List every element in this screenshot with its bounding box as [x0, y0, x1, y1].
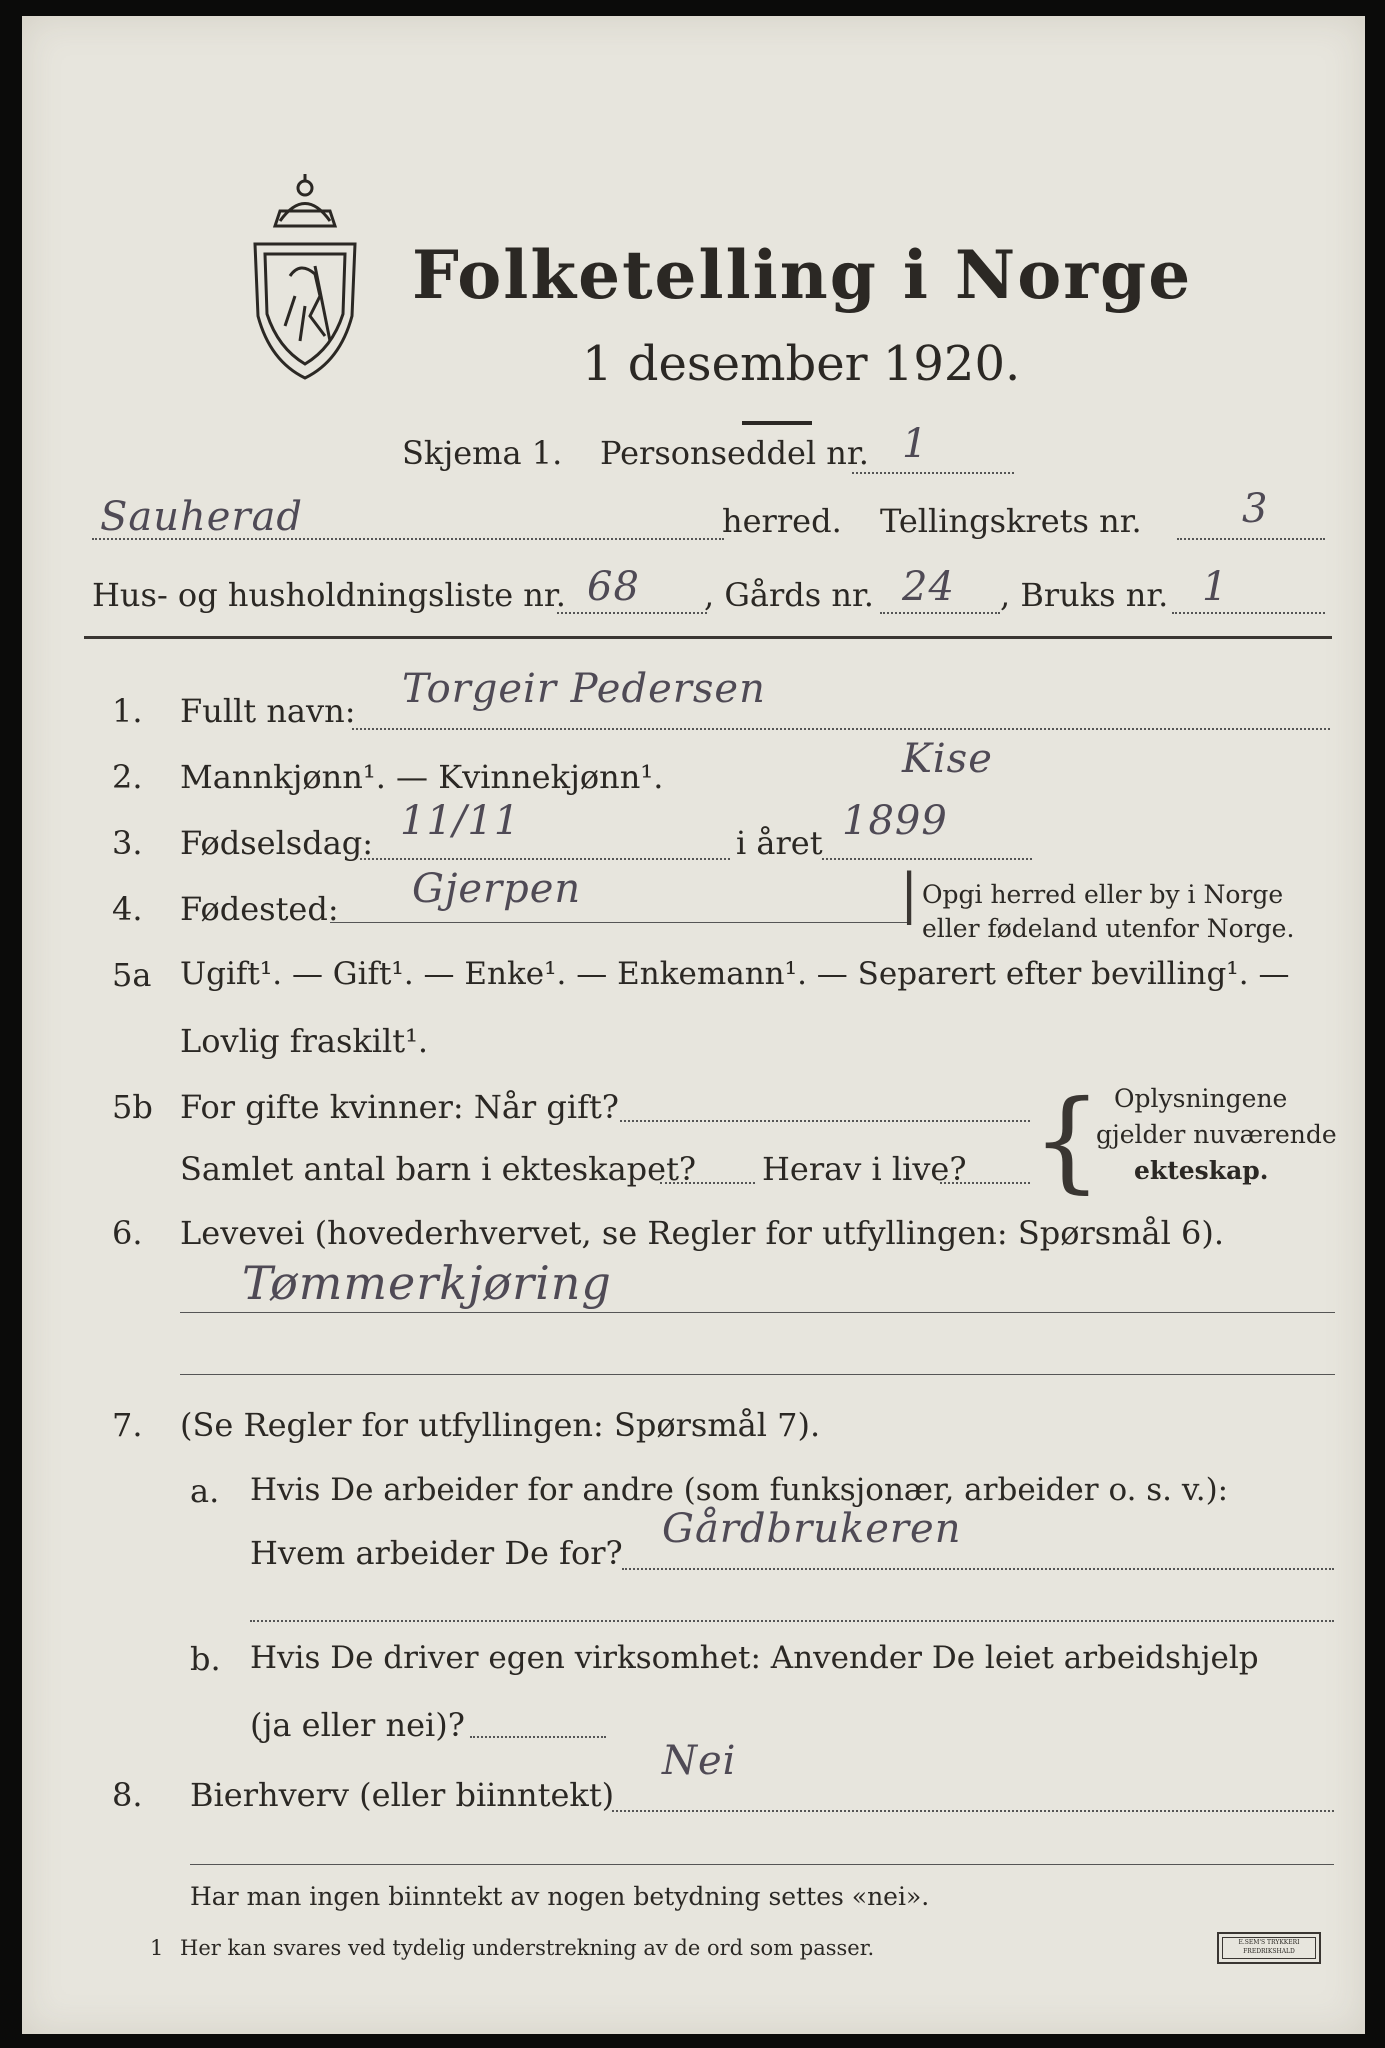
- q3-number: 3.: [112, 824, 143, 862]
- hus-line: [557, 612, 707, 614]
- personseddel-line: [852, 472, 1014, 474]
- q7b-line: [470, 1736, 606, 1738]
- census-form-page: Folketelling i Norge 1 desember 1920. Skjema 1. Personseddel nr. 1 Sauherad herred. Tellingskrets nr. 3 Hus- og husholdningsliste nr. 68 , Gårds nr. 24 , Bruks nr. 1 1. Fullt navn: Torgeir Pedersen 2. Mannkjønn¹. — Kvinnekjønn¹. Kise 3. Fødselsdag: 11/11 i året 1899 4. Fødested: Gjerpen | Opgi herred eller by i Norge eller fødeland utenfor Norge. 5a Ugift¹. — Gift¹. — Enke¹. — Enkemann¹. — Separert efter bevilling¹. — Lovlig fraskilt¹. 5b For gifte kvinner: Når gift? Samlet antal barn i ekteskapet? Herav i live? { Oplysningene gjelder nuværende ekteskap. 6. Levevei (hovederhvervet, se Regler for utfyllingen: Spørsmål 6). Tømmerkjøring 7. (Se Regler for utfyllingen: Spørsmål 7). a. Hvis De arbeider for andre (som funksjonær, arbeider o. s. v.): Hvem arbeider De for? Gårdbrukeren b. Hvis De driver egen virksomhet: Anvender De leiet arbeidshjelp (ja eller nei)? 8. Bierhverv (eller biinntekt) Nei Har man ingen biinntekt av nogen betydning settes «nei». 1 Her kan svares ved tydelig understrekning av de ord som passer. E.SEM'S TRYKKERI FREDRIKSHALD: [22, 16, 1365, 2034]
- q7b-line1: Hvis De driver egen virksomhet: Anvender De leiet arbeidshjelp: [250, 1640, 1259, 1676]
- personseddel-label: Personseddel nr.: [600, 434, 869, 472]
- q3-value: 11/11: [400, 798, 521, 844]
- q8-label: Bierhverv (eller biinntekt): [190, 1776, 615, 1814]
- footnote-text: Her kan svares ved tydelig understrekning av de ord som passer.: [180, 1936, 875, 1960]
- bruks-label: , Bruks nr.: [1000, 576, 1169, 614]
- q1-value: Torgeir Pedersen: [402, 666, 766, 712]
- stamp-line1: E.SEM'S TRYKKERI: [1238, 1939, 1300, 1946]
- hus-label: Hus- og husholdningsliste nr.: [92, 576, 566, 614]
- q1-number: 1.: [112, 692, 143, 730]
- q6-number: 6.: [112, 1214, 143, 1252]
- footer-note: Har man ingen biinntekt av nogen betydning settes «nei».: [190, 1882, 930, 1911]
- q4-value: Gjerpen: [412, 866, 582, 912]
- q5b-label3: Herav i live?: [762, 1150, 967, 1188]
- q5b-label1: For gifte kvinner: Når gift?: [180, 1088, 619, 1126]
- q2-number: 2.: [112, 758, 143, 796]
- q5b-line3: [940, 1182, 1030, 1184]
- q7b-number: b.: [190, 1640, 221, 1678]
- q4-label: Fødested:: [180, 890, 339, 928]
- q3-year-value: 1899: [842, 798, 948, 844]
- form-subtitle: 1 desember 1920.: [582, 336, 1021, 392]
- q7-label: (Se Regler for utfyllingen: Spørsmål 7).: [180, 1406, 821, 1444]
- q8-extra-line: [190, 1864, 1334, 1865]
- q4-number: 4.: [112, 890, 143, 928]
- q5b-note-line1: Oplysningene: [1114, 1084, 1288, 1113]
- q8-value: Nei: [662, 1738, 737, 1784]
- q5a-number: 5a: [112, 956, 152, 994]
- q4-note-line1: Opgi herred eller by i Norge: [922, 880, 1284, 909]
- hus-value: 68: [587, 564, 640, 610]
- q7a-line2: Hvem arbeider De for?: [250, 1534, 623, 1572]
- q5b-label2: Samlet antal barn i ekteskapet?: [180, 1150, 697, 1188]
- tellingskrets-label: Tellingskrets nr.: [880, 502, 1142, 540]
- q5b-note-line3: ekteskap.: [1134, 1156, 1269, 1185]
- q6-label: Levevei (hovederhvervet, se Regler for utfyllingen: Spørsmål 6).: [180, 1214, 1225, 1252]
- q5b-line2: [660, 1182, 755, 1184]
- herred-value: Sauherad: [100, 494, 304, 540]
- norwegian-coat-of-arms-icon: [240, 166, 370, 388]
- herred-label: herred.: [722, 502, 842, 540]
- q6-value: Tømmerkjøring: [242, 1256, 612, 1310]
- q1-line: [352, 728, 1330, 730]
- gards-line: [880, 612, 1000, 614]
- gards-value: 24: [902, 564, 955, 610]
- q4-note-line2: eller fødeland utenfor Norge.: [922, 914, 1295, 943]
- herred-line: [92, 538, 724, 540]
- q7a-extra-line: [250, 1620, 1334, 1622]
- q7a-value: Gårdbrukeren: [662, 1506, 962, 1552]
- q7b-line2: (ja eller nei)?: [250, 1706, 465, 1744]
- title-divider: [742, 421, 812, 425]
- bruks-line: [1172, 612, 1325, 614]
- q1-label: Fullt navn:: [180, 692, 356, 730]
- q3-line: [360, 858, 730, 860]
- q2-label: Mannkjønn¹. — Kvinnekjønn¹.: [180, 758, 664, 796]
- printer-stamp: [1217, 1932, 1321, 1964]
- q8-line: [612, 1810, 1334, 1812]
- q5a-line2: Lovlig fraskilt¹.: [180, 1022, 429, 1060]
- q5a-line1: Ugift¹. — Gift¹. — Enke¹. — Enkemann¹. — Separert efter bevilling¹. —: [180, 956, 1290, 992]
- bruks-value: 1: [1202, 564, 1229, 610]
- header-rule: [84, 636, 1332, 639]
- q4-line: [330, 922, 908, 923]
- q5b-number: 5b: [112, 1088, 153, 1126]
- q7a-number: a.: [190, 1472, 220, 1510]
- form-title: Folketelling i Norge: [412, 236, 1193, 314]
- q6-line2: [180, 1374, 1335, 1375]
- q7-number: 7.: [112, 1406, 143, 1444]
- q6-line1: [180, 1312, 1335, 1313]
- tellingskrets-line: [1177, 538, 1325, 540]
- gards-label: , Gårds nr.: [704, 576, 874, 614]
- q3-year-line: [822, 858, 1032, 860]
- q8-number: 8.: [112, 1776, 143, 1814]
- q5b-line1: [620, 1120, 1030, 1122]
- schema-label: Skjema 1.: [402, 434, 563, 472]
- q2-value: Kise: [902, 736, 993, 782]
- stamp-line2: FREDRIKSHALD: [1243, 1948, 1295, 1955]
- q3-label: Fødselsdag:: [180, 824, 374, 862]
- q7a-line: [622, 1568, 1334, 1570]
- tellingskrets-value: 3: [1242, 486, 1269, 532]
- q7a-line1: Hvis De arbeider for andre (som funksjonær, arbeider o. s. v.):: [250, 1472, 1229, 1508]
- q5b-note-line2: gjelder nuværende: [1096, 1120, 1337, 1149]
- q3-year-label: i året: [736, 824, 823, 862]
- personseddel-value: 1: [902, 421, 929, 467]
- footnote-mark: 1: [150, 1936, 164, 1960]
